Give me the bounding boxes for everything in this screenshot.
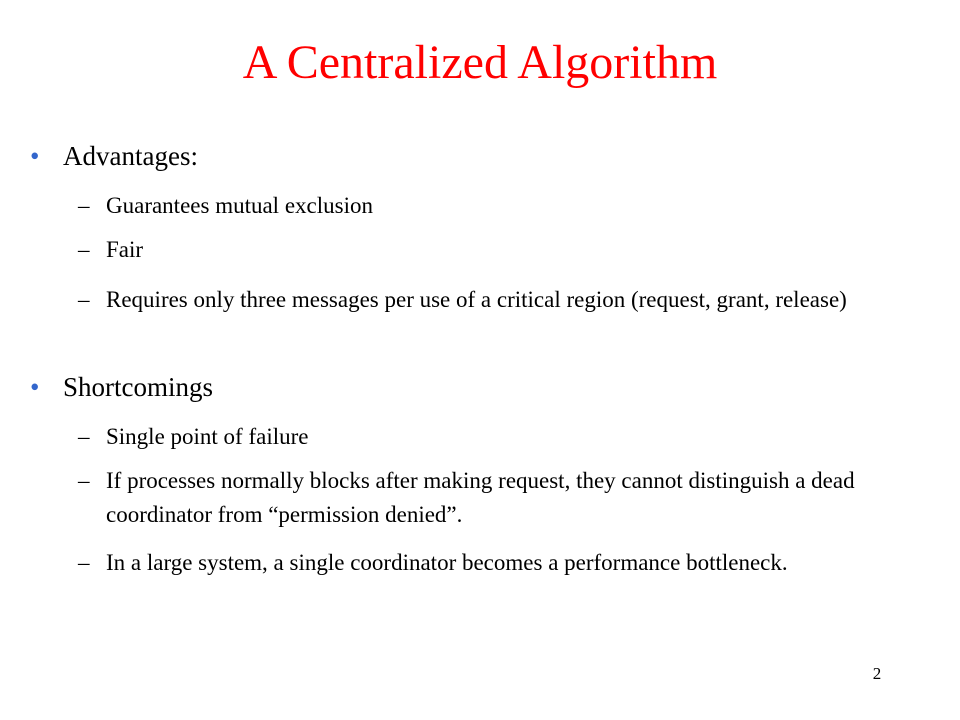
dash-icon: – bbox=[78, 193, 90, 218]
dash-icon: – bbox=[78, 237, 90, 262]
shortcoming-item bbox=[78, 546, 938, 580]
section-heading-advantages: Advantages: bbox=[63, 141, 198, 171]
shortcoming-item-text: In a large system, a single coordinator becomes a performance bottleneck. bbox=[106, 550, 788, 575]
shortcoming-item bbox=[78, 420, 938, 454]
advantage-item-text: Guarantees mutual exclusion bbox=[106, 193, 373, 218]
shortcoming-item bbox=[78, 464, 938, 532]
shortcoming-item-text: If processes normally blocks after making request, they cannot distinguish a dead coordinator from “permission denied”. bbox=[106, 468, 855, 527]
advantage-item-text: Fair bbox=[106, 237, 144, 262]
bullet-icon: • bbox=[30, 141, 40, 171]
dash-icon: – bbox=[78, 424, 90, 449]
advantage-item-text: Requires only three messages per use of a critical region (request, grant, release) bbox=[106, 287, 847, 312]
page-number: 2 bbox=[872, 664, 882, 683]
advantage-item bbox=[78, 233, 938, 267]
bullet-icon: • bbox=[30, 372, 40, 402]
section-advantages bbox=[30, 140, 198, 172]
dash-icon: – bbox=[78, 550, 90, 575]
shortcoming-item-text: Single point of failure bbox=[106, 424, 309, 449]
dash-icon: – bbox=[78, 468, 90, 493]
dash-icon: – bbox=[78, 287, 90, 312]
advantage-item bbox=[78, 283, 938, 317]
advantage-item bbox=[78, 189, 938, 223]
section-heading-shortcomings: Shortcomings bbox=[63, 372, 214, 402]
section-shortcomings bbox=[30, 371, 213, 403]
slide-title: A Centralized Algorithm bbox=[242, 36, 718, 89]
